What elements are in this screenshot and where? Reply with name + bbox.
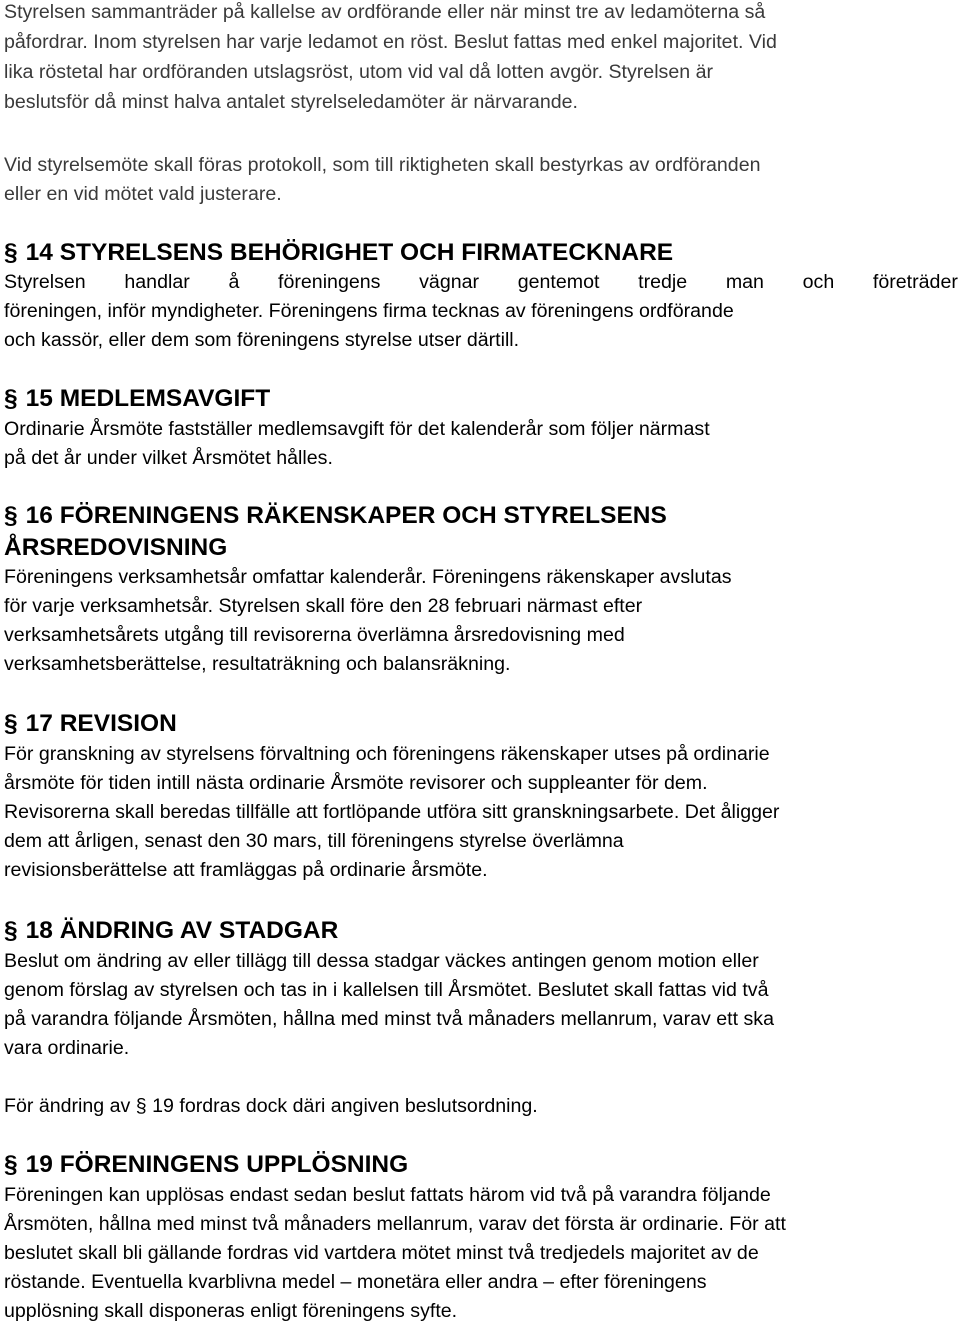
section-symbol: § [4, 502, 18, 529]
justified-word: företräder [872, 271, 958, 293]
section-19-line-4: röstande. Eventuella kvarblivna medel – monetära eller andra – efter föreningens [4, 1271, 707, 1293]
section-19-line-1: Föreningen kan upplösas endast sedan beslut fattats härom vid två på varandra följande [4, 1184, 771, 1206]
section-symbol: § [4, 385, 18, 412]
section-15-title: 15 MEDLEMSAVGIFT [25, 385, 271, 412]
section-15-line-2: på det år under vilket Årsmötet hålles. [4, 447, 333, 469]
section-17-line-5: revisionsberättelse att framläggas på ordinarie årsmöte. [4, 859, 488, 881]
justified-word: tredje [638, 271, 688, 293]
section-19-line-5: upplösning skall disponeras enligt föreningens syfte. [4, 1300, 458, 1322]
justified-word: vägnar [419, 271, 480, 293]
section-16-title: 16 FÖRENINGENS RÄKENSKAPER OCH STYRELSENS [25, 502, 667, 529]
section-17-line-1: För granskning av styrelsens förvaltning och föreningens räkenskaper utses på ordinarie [4, 743, 770, 765]
justified-word: handlar [124, 271, 190, 293]
section-18-line-1: Beslut om ändring av eller tillägg till dessa stadgar väckes antingen genom motion eller [4, 950, 759, 972]
protocol-line-2: eller en vid mötet vald justerare. [4, 183, 282, 205]
section-17-line-2: årsmöte för tiden intill nästa ordinarie Årsmöte revisorer och suppleanter för dem. [4, 772, 708, 794]
section-16-line-2: för varje verksamhetsår. Styrelsen skall före den 28 februari närmast efter [4, 595, 643, 617]
justified-line [4, 268, 958, 297]
section-symbol: § [4, 1151, 18, 1178]
section-symbol: § [4, 710, 18, 737]
section-17-heading [4, 708, 177, 740]
section-18-note [4, 1092, 538, 1121]
note-text-pre: För ändring av [4, 1095, 131, 1117]
section-19-heading [4, 1149, 408, 1181]
section-14-heading [4, 237, 673, 269]
section-symbol: § [4, 239, 18, 266]
justified-word: Styrelsen [4, 271, 86, 293]
section-16-title-continued: ÅRSREDOVISNING [4, 534, 228, 561]
section-16-line-4: verksamhetsberättelse, resultaträkning och balansräkning. [4, 653, 511, 675]
section-16-heading [4, 500, 667, 532]
section-16-line-1: Föreningens verksamhetsår omfattar kalenderår. Föreningens räkenskaper avslutas [4, 566, 732, 588]
intro-line-1: Styrelsen sammanträder på kallelse av ordförande eller när minst tre av ledamöterna så [4, 1, 766, 23]
section-19-line-3: beslutet skall bli gällande fordras vid vartdera mötet minst två tredjedels majoritet av de [4, 1242, 759, 1264]
section-14-line-3: och kassör, eller dem som föreningens styrelse utser därtill. [4, 329, 520, 351]
section-18-line-4: vara ordinarie. [4, 1037, 130, 1059]
intro-line-3: lika röstetal har ordföranden utslagsröst, utom vid val då lotten avgör. Styrelsen är [4, 61, 714, 83]
section-symbol: § [4, 917, 18, 944]
section-18-line-3: på varandra följande Årsmöten, hållna med minst två månaders mellanrum, varav ett ska [4, 1008, 774, 1030]
section-14-line-1 [4, 268, 958, 297]
note-section-symbol: § [135, 1095, 147, 1117]
justified-word: å [228, 271, 240, 293]
intro-line-2: påfordrar. Inom styrelsen har varje ledamot en röst. Beslut fattas med enkel majoritet. Vid [4, 31, 777, 53]
section-14-title: 14 STYRELSENS BEHÖRIGHET OCH FIRMATECKNARE [25, 239, 674, 266]
section-18-heading [4, 915, 338, 947]
justified-word: gentemot [517, 271, 600, 293]
section-17-line-3: Revisorerna skall beredas tillfälle att fortlöpande utföra sitt granskningsarbete. Det åligger [4, 801, 780, 823]
justified-word: föreningens [278, 271, 381, 293]
section-18-title: 18 ÄNDRING AV STADGAR [25, 917, 339, 944]
section-19-title: 19 FÖRENINGENS UPPLÖSNING [25, 1151, 409, 1178]
section-17-title: 17 REVISION [25, 710, 177, 737]
justified-word: och [802, 271, 835, 293]
intro-line-4: beslutsför då minst halva antalet styrelseledamöter är närvarande. [4, 91, 578, 113]
section-17-line-4: dem att årligen, senast den 30 mars, till föreningens styrelse överlämna [4, 830, 624, 852]
section-16-line-3: verksamhetsårets utgång till revisorerna överlämna årsredovisning med [4, 624, 625, 646]
protocol-line-1: Vid styrelsemöte skall föras protokoll, som till riktigheten skall bestyrkas av ordföranden [4, 154, 761, 176]
note-text-post: 19 fordras dock däri angiven beslutsordning. [152, 1095, 538, 1117]
section-15-line-1: Ordinarie Årsmöte fastställer medlemsavgift för det kalenderår som följer närmast [4, 418, 710, 440]
justified-word: man [725, 271, 764, 293]
section-18-line-2: genom förslag av styrelsen och tas in i kallelsen till Årsmötet. Beslutet skall fattas vid två [4, 979, 769, 1001]
section-14-line-2: föreningen, inför myndigheter. Föreningens firma tecknas av föreningens ordförande [4, 300, 734, 322]
section-19-line-2: Årsmöten, hållna med minst två månaders mellanrum, varav det första är ordinarie. För att [4, 1213, 786, 1235]
section-15-heading [4, 383, 270, 415]
